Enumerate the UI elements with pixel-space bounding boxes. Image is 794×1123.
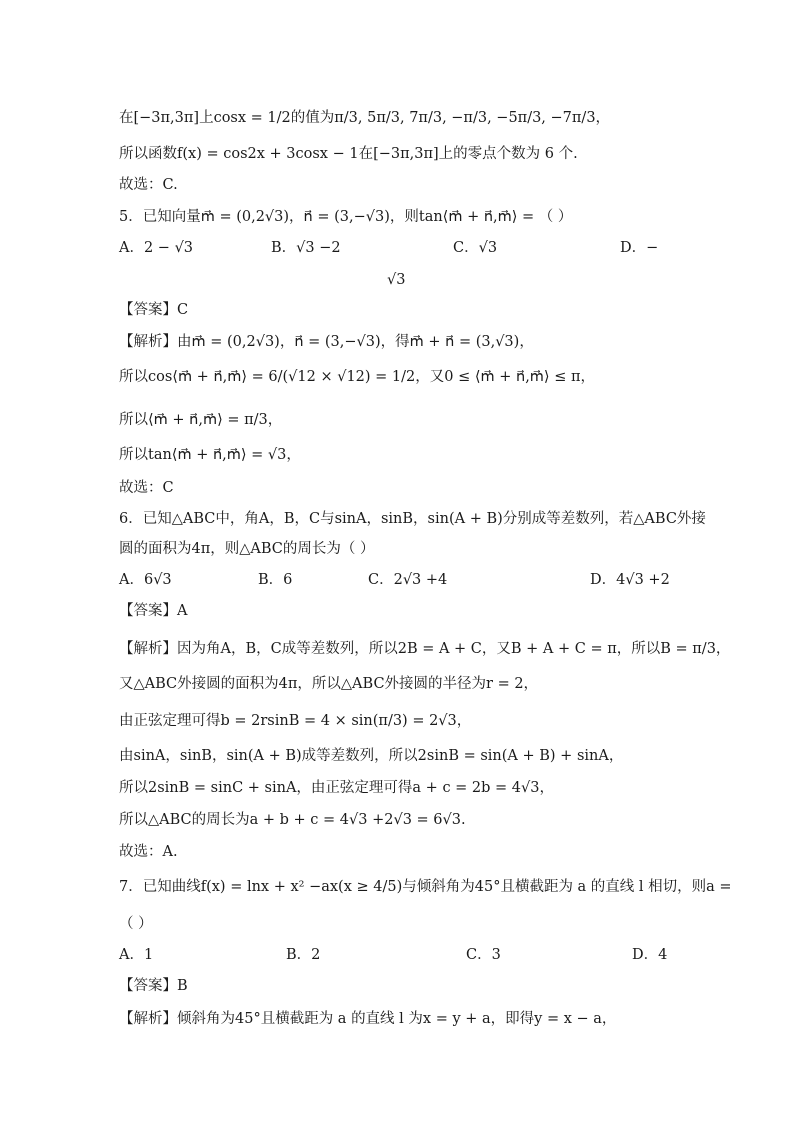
q5-answer: 【答案】C [119, 302, 189, 318]
solution-line: 【解析】由m⃗ = (0,2√3)，n⃗ = (3,−√3)，得m⃗ + n⃗ = (3,√3)， [119, 334, 534, 350]
solution-line: 所以△ABC的周长为a + b + c = 4√3 +2√3 = 6√3. [119, 812, 466, 828]
solution-line: 又△ABC外接圆的面积为4π，所以△ABC外接圆的半径为r = 2， [119, 676, 539, 692]
q6-option-c: C．2√3 +4 [368, 572, 448, 588]
solution-line: 所以函数f(x) = cos2x + 3cosx − 1在[−3π,3π]上的零点个数为 6 个. [119, 146, 578, 162]
q5-option-b: B．√3 −2 [271, 240, 341, 256]
q5-option-d: D．− [620, 240, 659, 256]
solution-line: 故选：A. [119, 844, 178, 860]
q7-answer: 【答案】B [119, 978, 188, 994]
q6-option-d: D．4√3 +2 [590, 572, 670, 588]
solution-line: 所以2sinB = sinC + sinA，由正弦定理可得a + c = 2b = 4√3， [119, 780, 554, 796]
solution-line: 【解析】倾斜角为45°且横截距为 a 的直线 l 为x = y + a，即得y = x − a， [119, 1011, 617, 1027]
q7-option-b: B．2 [286, 947, 321, 963]
q5-option-a: A．2 − √3 [119, 240, 194, 256]
q7-option-d: D．4 [632, 947, 668, 963]
question-5-stem: 5．已知向量m⃗ = (0,2√3)，n⃗ = (3,−√3)，则tan⟨m⃗ + n⃗,m⃗⟩ = （ ） [119, 209, 573, 225]
question-7-stem: 7．已知曲线f(x) = lnx + x² −ax(x ≥ 4/5)与倾斜角为45°且横截距为 a 的直线 l 相切，则a = [119, 879, 732, 895]
solution-line: 所以tan⟨m⃗ + n⃗,m⃗⟩ = √3， [119, 447, 301, 463]
q6-answer: 【答案】A [119, 603, 188, 619]
q6-option-a: A．6√3 [119, 572, 172, 588]
question-6-stem: 6．已知△ABC中，角A，B，C与sinA，sinB，sin(A + B)分别成等差数列，若△ABC外接 [119, 511, 706, 527]
q5-option-c: C．√3 [453, 240, 498, 256]
solution-line: 故选：C. [119, 177, 178, 193]
solution-line: 由正弦定理可得b = 2rsinB = 4 × sin(π/3) = 2√3， [119, 713, 472, 729]
q7-option-c: C．3 [466, 947, 501, 963]
question-7-stem-continued: （ ） [119, 916, 153, 932]
solution-line: 所以⟨m⃗ + n⃗,m⃗⟩ = π/3， [119, 412, 283, 428]
question-6-stem-continued: 圆的面积为4π，则△ABC的周长为（ ） [119, 541, 375, 557]
q7-option-a: A．1 [119, 947, 154, 963]
solution-line: 由sinA，sinB，sin(A + B)成等差数列，所以2sinB = sin(A + B) + sinA， [119, 748, 624, 764]
solution-line: 在[−3π,3π]上cosx = 1/2的值为π/3, 5π/3, 7π/3, −π/3, −5π/3, −7π/3， [119, 110, 611, 126]
solution-line: 故选：C [119, 480, 174, 496]
solution-line: 【解析】因为角A，B，C成等差数列，所以2B = A + C，又B + A + C = π，所以B = π/3， [119, 641, 731, 657]
solution-line: 所以cos⟨m⃗ + n⃗,m⃗⟩ = 6/(√12 × √12) = 1/2，又0 ≤ ⟨m⃗ + n⃗,m⃗⟩ ≤ π， [119, 369, 595, 385]
q6-option-b: B．6 [258, 572, 293, 588]
q5-option-d-continued: √3 [387, 272, 406, 288]
